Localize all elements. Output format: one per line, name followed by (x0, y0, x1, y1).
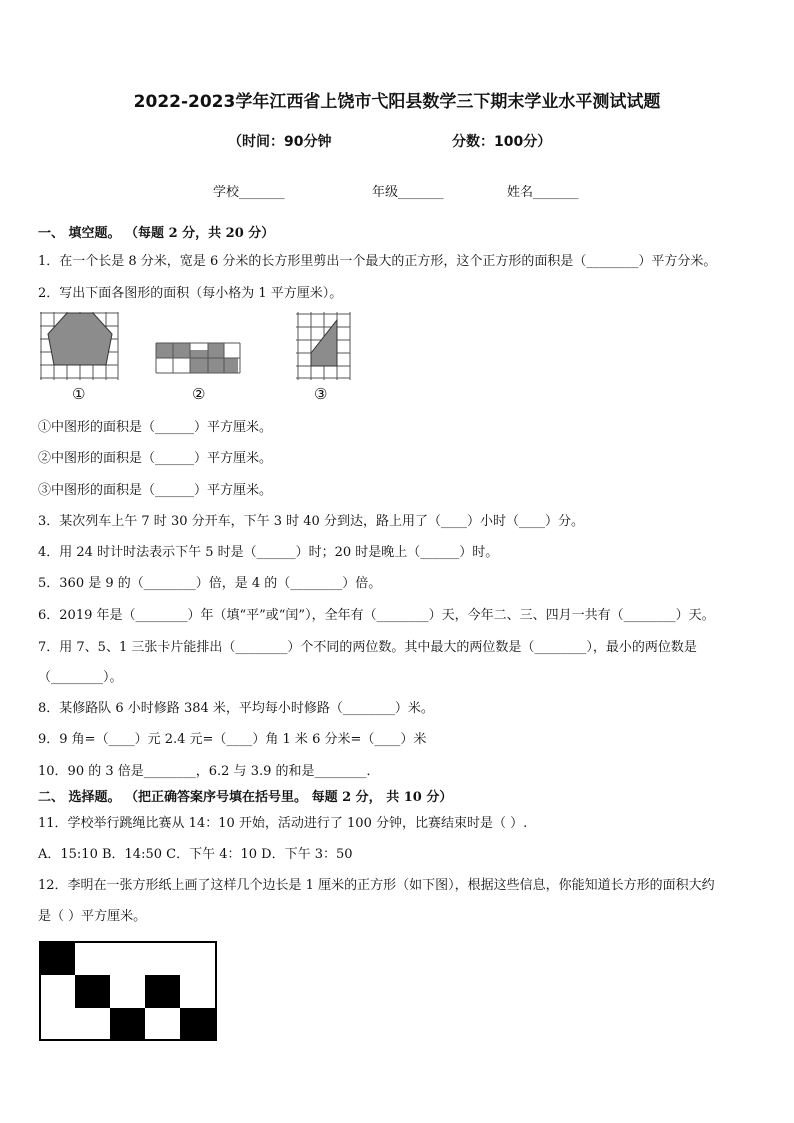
question-5: 5．360 是 9 的（________）倍，是 4 的（________）倍。 (38, 576, 382, 591)
time-label: （时间：90分钟 (228, 134, 332, 150)
question-10: 10．90 的 3 倍是________，6.2 与 3.9 的和是________． (38, 764, 380, 779)
question-9: 9．9 角=（____）元 2.4 元=（____）角 1 米 6 分米=（____）米 (38, 732, 427, 747)
figure-3-grid (296, 312, 352, 382)
grade-field: 年级_______ (372, 185, 444, 200)
question-6: 6．2019 年是（________）年（填“平”或“闰”），全年有（________）天，今年二、三、四月一共有（________）天。 (38, 608, 715, 623)
question-7-continued: （________）。 (38, 670, 123, 685)
question-4: 4．用 24 时计时法表示下午 5 时是（______）时；20 时是晚上（______）时。 (38, 545, 499, 560)
question-12-continued: 是（ ）平方厘米。 (38, 909, 147, 924)
answer-figure-2: ②中图形的面积是（______）平方厘米。 (38, 451, 273, 466)
question-7: 7．用 7、5、1 三张卡片能排出（________）个不同的两位数。其中最大的两位数是（________），最小的两位数是 (38, 640, 697, 655)
question-11-options: A．15:10 B．14:50 C．下午 4：10 D．下午 3：50 (38, 847, 353, 862)
name-field: 姓名_______ (507, 185, 579, 200)
school-field: 学校_______ (213, 185, 285, 200)
question-8: 8．某修路队 6 小时修路 384 米，平均每小时修路（________）米。 (38, 701, 434, 716)
question-3: 3．某次列车上午 7 时 30 分开车，下午 3 时 40 分到达，路上用了（____）小时（____）分。 (38, 514, 584, 529)
question-12: 12．李明在一张方形纸上画了这样几个边长是 1 厘米的正方形（如下图），根据这些信息，你能知道长方形的面积大约 (38, 878, 715, 893)
figure-2-label: ② (192, 385, 206, 403)
section-heading-fill: 一、 填空题。 （每题 2 分，共 20 分） (38, 226, 275, 241)
section-heading-choice: 二、 选择题。 （把正确答案序号填在括号里。 每题 2 分， 共 10 分） (38, 790, 453, 805)
question-2: 2．写出下面各图形的面积（每小格为 1 平方厘米）。 (38, 286, 343, 301)
figure-3-label: ③ (314, 385, 328, 403)
page-title: 2022-2023学年江西省上饶市弋阳县数学三下期末学业水平测试试题 (133, 92, 661, 112)
figure-1-grid (40, 312, 120, 382)
figure-1-label: ① (72, 385, 86, 403)
question-11: 11．学校举行跳绳比赛从 14：10 开始，活动进行了 100 分钟，比赛结束时是（ ）. (38, 816, 528, 831)
question-12-figure (38, 940, 220, 1044)
figure-2-grid (153, 340, 243, 376)
answer-figure-3: ③中图形的面积是（______）平方厘米。 (38, 483, 273, 498)
question-1: 1．在一个长是 8 分米，宽是 6 分米的长方形里剪出一个最大的正方形，这个正方形的面积是（________）平方分米。 (38, 254, 717, 269)
answer-figure-1: ①中图形的面积是（______）平方厘米。 (38, 420, 273, 435)
score-label: 分数：100分） (452, 134, 552, 150)
